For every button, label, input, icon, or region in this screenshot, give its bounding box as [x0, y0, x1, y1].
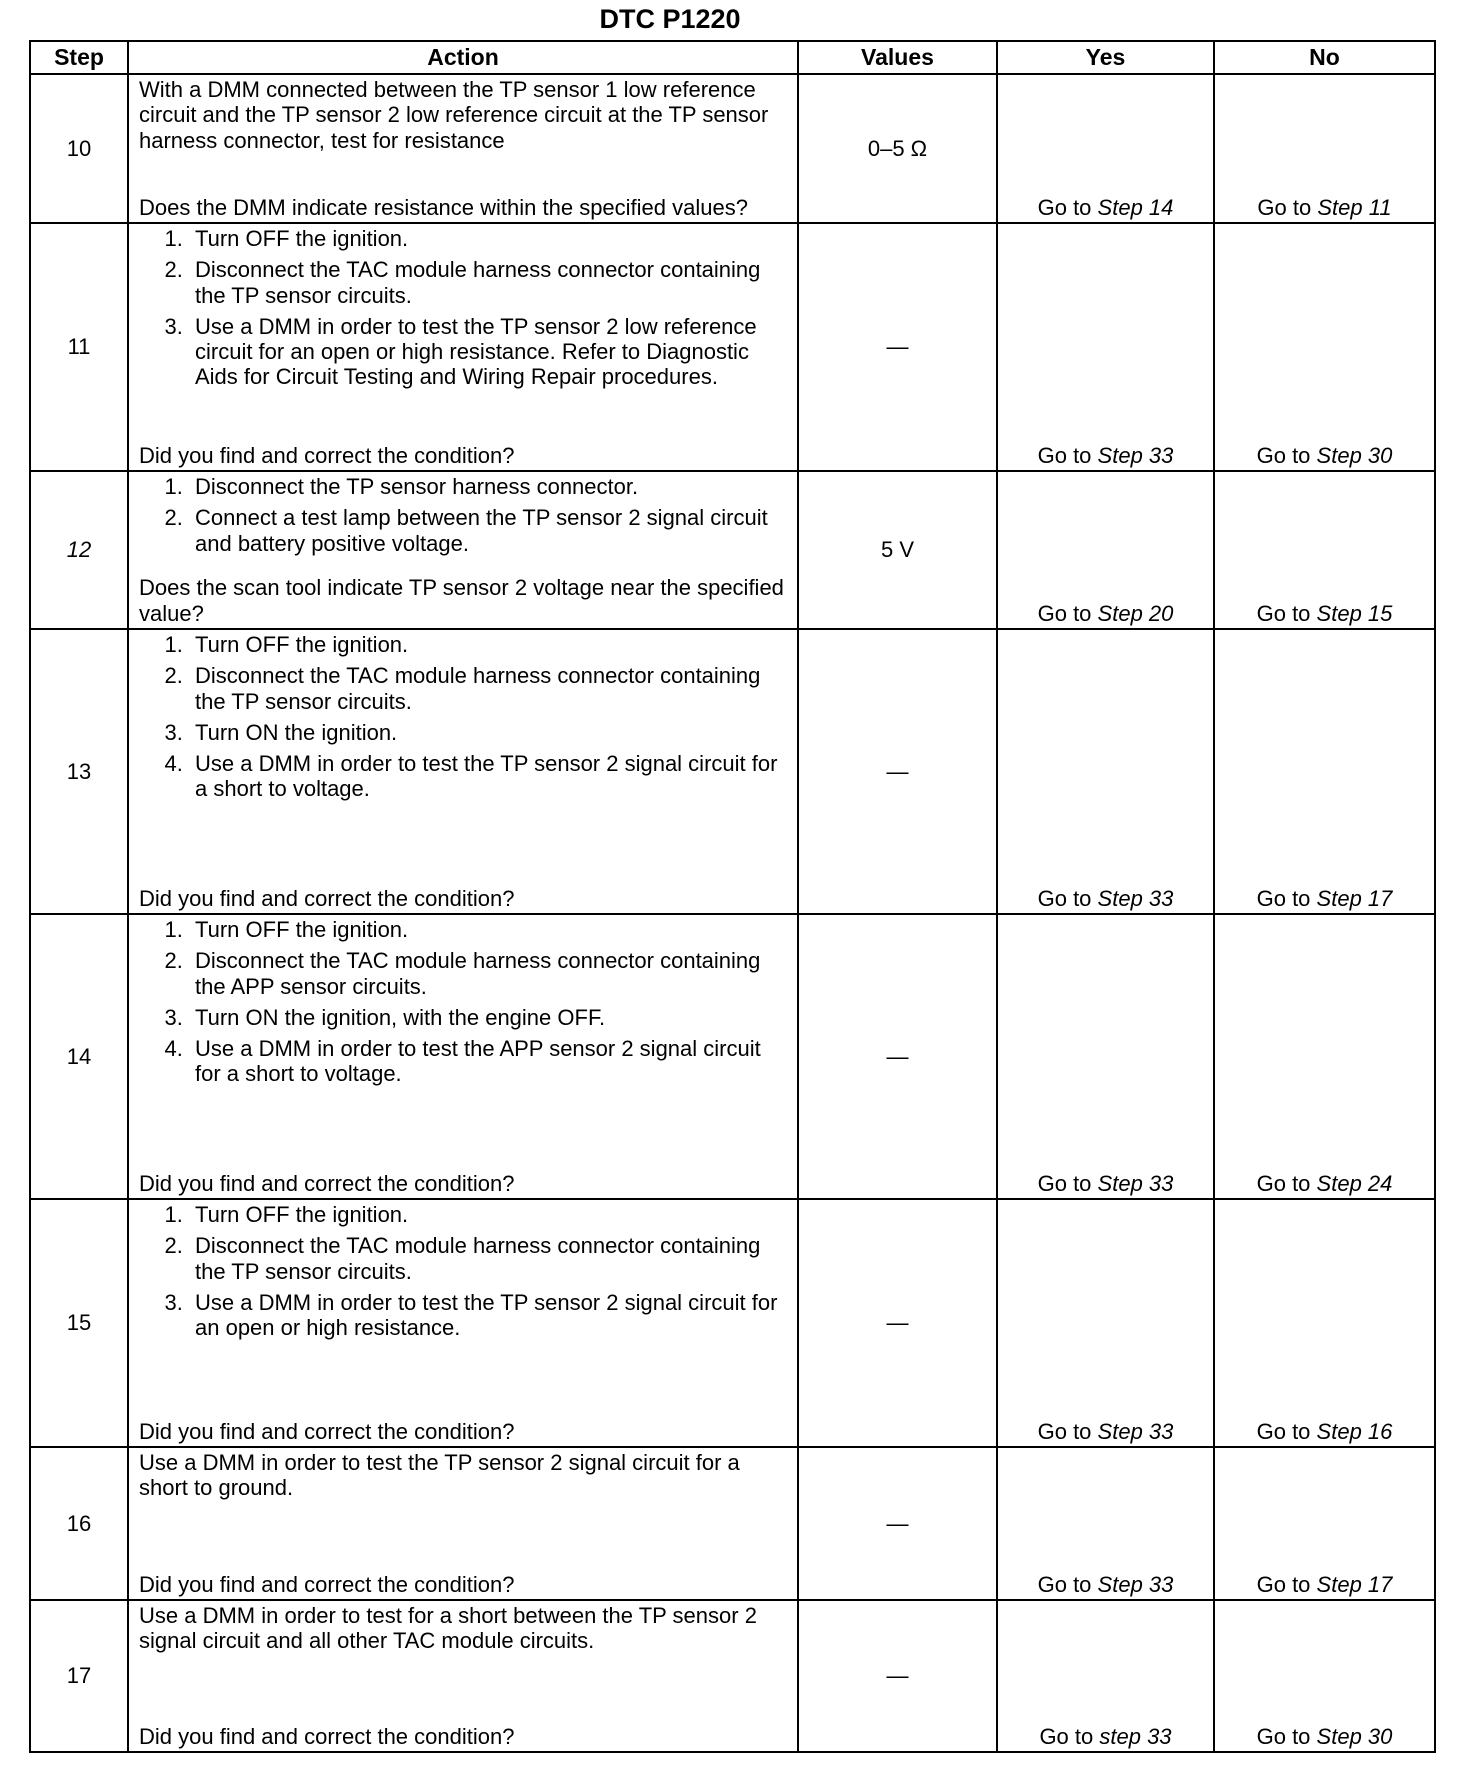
yes-cell — [997, 74, 1214, 223]
table-header-row — [30, 41, 1435, 74]
value-cell: 5 V — [798, 471, 997, 629]
action-step-item: 2. Disconnect the TAC module harness connector containing the APP sensor circuits. — [189, 948, 789, 999]
step-reference: Step 30 — [1316, 442, 1393, 468]
table-row — [30, 471, 1435, 629]
action-instruction: Use a DMM in order to test for a short between the TP sensor 2 signal circuit and all other TAC module circuits. — [139, 1603, 757, 1654]
goto-label: Go to — [1037, 1418, 1092, 1444]
value-cell: — — [798, 1600, 997, 1752]
goto-label: Go to — [1256, 885, 1311, 911]
goto-label: Go to — [1256, 1723, 1311, 1749]
value-cell: 0–5 Ω — [798, 74, 997, 223]
value-cell: — — [798, 1447, 997, 1600]
action-cell — [128, 629, 798, 914]
step-reference: Step 17 — [1316, 885, 1393, 911]
action-step-item: 3. Use a DMM in order to test the TP sensor 2 signal circuit for an open or high resistance. — [189, 1290, 789, 1341]
diagnostic-table — [29, 40, 1436, 1753]
no-cell — [1214, 629, 1435, 914]
step-reference: step 33 — [1099, 1723, 1172, 1749]
action-step-item: 1. Turn OFF the ignition. — [189, 917, 789, 942]
no-goto — [1257, 1419, 1393, 1446]
goto-label: Go to — [1037, 1170, 1092, 1196]
goto-label: Go to — [1039, 1723, 1094, 1749]
yes-cell — [997, 914, 1214, 1199]
action-steps-list — [139, 917, 789, 1093]
yes-goto — [1038, 443, 1174, 470]
yes-goto — [1038, 886, 1174, 913]
action-cell — [128, 1199, 798, 1447]
action-question: Did you find and correct the condition? — [139, 1418, 515, 1444]
value-cell: — — [798, 223, 997, 471]
header-values: Values — [798, 41, 997, 74]
header-step: Step — [30, 41, 128, 74]
action-question: Did you find and correct the condition? — [139, 1723, 515, 1749]
goto-label: Go to — [1037, 194, 1092, 220]
yes-goto — [1038, 1419, 1174, 1446]
goto-label: Go to — [1037, 885, 1092, 911]
table-row — [30, 1447, 1435, 1600]
table-row — [30, 629, 1435, 914]
step-reference: Step 11 — [1317, 194, 1392, 220]
goto-label: Go to — [1256, 1571, 1311, 1597]
no-cell — [1214, 1199, 1435, 1447]
no-goto — [1257, 1724, 1393, 1751]
action-cell — [128, 1600, 798, 1752]
yes-cell — [997, 471, 1214, 629]
step-reference: Step 33 — [1097, 1170, 1174, 1196]
action-question: Did you find and correct the condition? — [139, 885, 515, 911]
action-steps-list — [139, 226, 789, 396]
yes-cell — [997, 1600, 1214, 1752]
step-reference: Step 33 — [1097, 885, 1174, 911]
action-step-item: 1. Disconnect the TP sensor harness connector. — [189, 474, 789, 499]
yes-cell — [997, 1447, 1214, 1600]
goto-label: Go to — [1257, 194, 1312, 220]
no-cell — [1214, 223, 1435, 471]
table-row — [30, 223, 1435, 471]
action-step-item: 3. Turn ON the ignition, with the engine OFF. — [189, 1005, 789, 1030]
yes-goto — [1038, 195, 1174, 222]
goto-label: Go to — [1037, 600, 1092, 626]
action-cell — [128, 471, 798, 629]
action-question: Does the scan tool indicate TP sensor 2 voltage near the specified value? — [139, 575, 784, 626]
action-step-item: 2. Connect a test lamp between the TP sensor 2 signal circuit and battery positive voltage. — [189, 505, 789, 556]
no-goto — [1257, 195, 1391, 222]
yes-cell — [997, 223, 1214, 471]
action-question: Did you find and correct the condition? — [139, 442, 515, 468]
goto-label: Go to — [1256, 1418, 1311, 1444]
action-question: Did you find and correct the condition? — [139, 1170, 515, 1196]
page-title: DTC P1220 — [599, 4, 741, 34]
step-reference: Step 20 — [1097, 600, 1174, 626]
yes-cell — [997, 1199, 1214, 1447]
table-body — [30, 74, 1435, 1752]
step-reference: Step 15 — [1316, 600, 1393, 626]
action-cell — [128, 74, 798, 223]
yes-cell — [997, 629, 1214, 914]
table-row — [30, 1199, 1435, 1447]
no-goto — [1257, 1572, 1393, 1599]
action-step-item: 2. Disconnect the TAC module harness connector containing the TP sensor circuits. — [189, 663, 789, 714]
value-cell: — — [798, 629, 997, 914]
no-goto — [1257, 886, 1393, 913]
header-yes: Yes — [997, 41, 1214, 74]
action-step-item: 1. Turn OFF the ignition. — [189, 1202, 789, 1227]
yes-goto — [1039, 1724, 1171, 1751]
table-row — [30, 914, 1435, 1199]
action-step-item: 2. Disconnect the TAC module harness connector containing the TP sensor circuits. — [189, 1233, 789, 1284]
step-number: 14 — [30, 914, 128, 1199]
action-instruction: With a DMM connected between the TP sensor 1 low reference circuit and the TP sensor 2 low reference circuit at the TP sensor harness connector, test for resistance — [139, 77, 769, 153]
action-question: Did you find and correct the condition? — [139, 1571, 515, 1597]
action-step-item: 4. Use a DMM in order to test the TP sensor 2 signal circuit for a short to voltage. — [189, 751, 789, 802]
step-reference: Step 14 — [1097, 194, 1174, 220]
action-cell — [128, 1447, 798, 1600]
value-cell: — — [798, 914, 997, 1199]
step-reference: Step 30 — [1316, 1723, 1393, 1749]
header-no: No — [1214, 41, 1435, 74]
action-steps-list — [139, 632, 789, 808]
step-number: 11 — [30, 223, 128, 471]
goto-label: Go to — [1037, 1571, 1092, 1597]
action-cell — [128, 223, 798, 471]
action-step-item: 3. Turn ON the ignition. — [189, 720, 789, 745]
table-row — [30, 1600, 1435, 1752]
step-number: 10 — [30, 74, 128, 223]
no-goto — [1257, 601, 1393, 628]
step-number: 17 — [30, 1600, 128, 1752]
step-reference: Step 16 — [1316, 1418, 1393, 1444]
action-question: Does the DMM indicate resistance within the specified values? — [139, 194, 748, 220]
step-number: 13 — [30, 629, 128, 914]
action-step-item: 3. Use a DMM in order to test the TP sensor 2 low reference circuit for an open or high resistance. Refer to Diagnostic Aids for Circuit Testing and Wiring Repair procedures. — [189, 314, 789, 390]
action-step-item: 4. Use a DMM in order to test the APP sensor 2 signal circuit for a short to voltage. — [189, 1036, 789, 1087]
action-step-item: 1. Turn OFF the ignition. — [189, 632, 789, 657]
goto-label: Go to — [1256, 600, 1311, 626]
step-reference: Step 33 — [1097, 1571, 1174, 1597]
step-number: 16 — [30, 1447, 128, 1600]
action-steps-list — [139, 474, 789, 562]
step-reference: Step 33 — [1097, 1418, 1174, 1444]
step-number: 12 — [30, 471, 128, 629]
action-steps-list — [139, 1202, 789, 1346]
no-goto — [1257, 443, 1393, 470]
goto-label: Go to — [1037, 442, 1092, 468]
goto-label: Go to — [1256, 1170, 1311, 1196]
no-cell — [1214, 1600, 1435, 1752]
action-instruction: Use a DMM in order to test the TP sensor 2 signal circuit for a short to ground. — [139, 1450, 740, 1501]
goto-label: Go to — [1256, 442, 1311, 468]
yes-goto — [1038, 1572, 1174, 1599]
no-cell — [1214, 1447, 1435, 1600]
table-row — [30, 74, 1435, 223]
header-action: Action — [128, 41, 798, 74]
no-cell — [1214, 471, 1435, 629]
no-goto — [1257, 1171, 1393, 1198]
yes-goto — [1038, 601, 1174, 628]
value-cell: — — [798, 1199, 997, 1447]
action-cell — [128, 914, 798, 1199]
step-reference: Step 33 — [1097, 442, 1174, 468]
step-number: 15 — [30, 1199, 128, 1447]
step-reference: Step 17 — [1316, 1571, 1393, 1597]
no-cell — [1214, 74, 1435, 223]
action-step-item: 1. Turn OFF the ignition. — [189, 226, 789, 251]
action-step-item: 2. Disconnect the TAC module harness connector containing the TP sensor circuits. — [189, 257, 789, 308]
yes-goto — [1038, 1171, 1174, 1198]
no-cell — [1214, 914, 1435, 1199]
step-reference: Step 24 — [1316, 1170, 1393, 1196]
